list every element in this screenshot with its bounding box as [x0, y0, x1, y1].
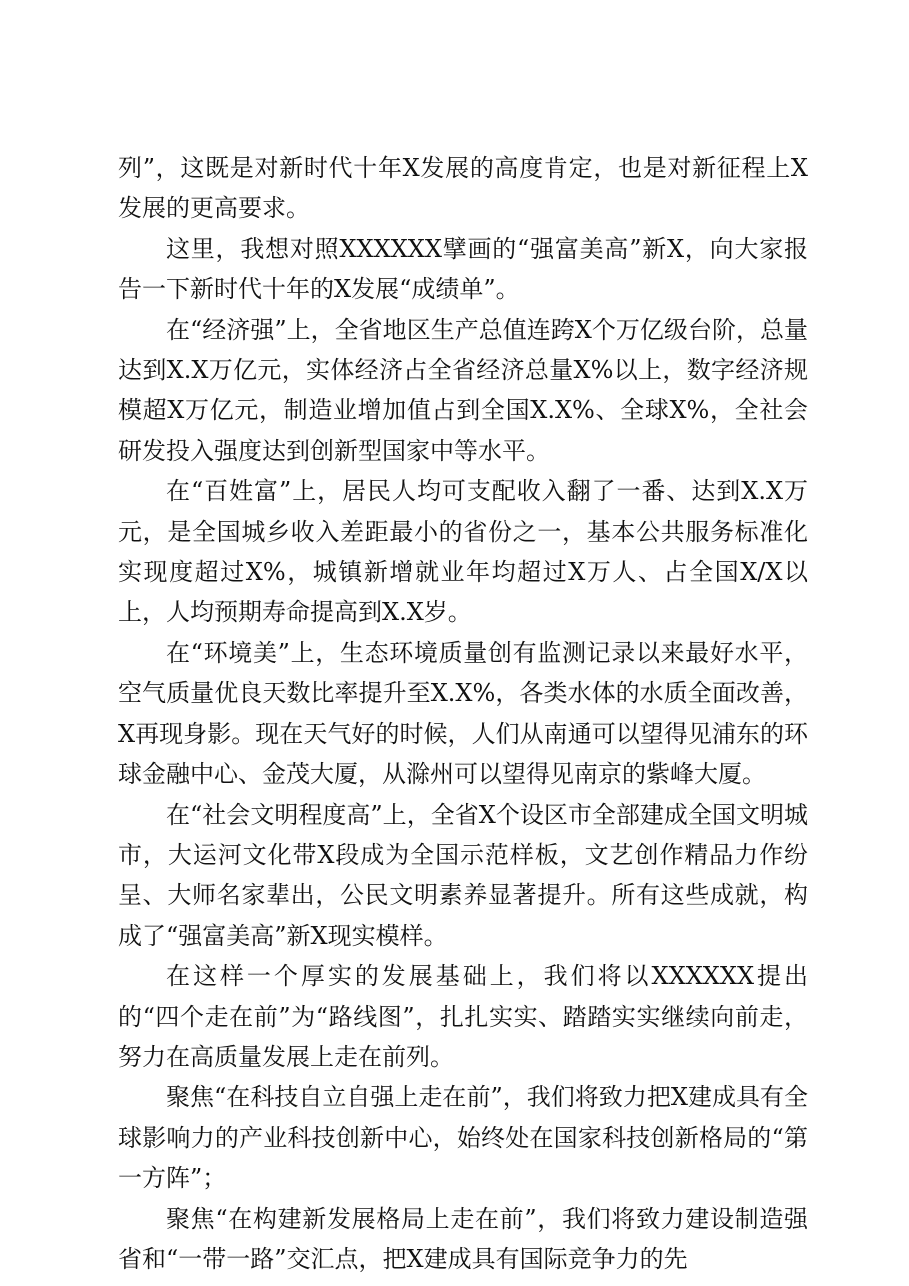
paragraph-tech-self-reliance: 聚焦“在科技自立自强上走在前”，我们将致力把X建成具有全球影响力的产业科技创新中心，始终处在国家科技创新格局的“第一方阵”； [118, 1083, 808, 1193]
paragraph-new-development-pattern: 聚焦“在构建新发展格局上走在前”，我们将致力建设制造强省和“一带一路”交汇点，把X建成具有国际竞争力的先 [118, 1204, 808, 1273]
paragraph-environment-beautiful: 在“环境美”上，生态环境质量创有监测记录以来最好水平，空气质量优良天数比率提升至X.X%，各类水体的水质全面改善，X再现身影。现在天气好的时候，人们从南通可以望得见浦东的环球金融中心、金茂大厦，从滁州可以望得见南京的紫峰大厦。 [118, 638, 808, 789]
paragraph-continuation: 列”，这既是对新时代十年X发展的高度肯定，也是对新征程上X发展的更高要求。 [118, 154, 808, 223]
body-text [118, 148, 808, 1279]
paragraph-civilization-high: 在“社会文明程度高”上，全省X个设区市全部建成全国文明城市，大运河文化带X段成为全国示范样板，文艺创作精品力作纷呈、大师名家辈出，公民文明素养显著提升。所有这些成就，构成了“强富美高”新X现实模样。 [118, 800, 808, 950]
paragraph-report-intro: 这里，我想对照XXXXXX擘画的“强富美高”新X，向大家报告一下新时代十年的X发展“成绩单”。 [118, 234, 808, 304]
paragraph-development-basis: 在这样一个厚实的发展基础上，我们将以XXXXXX提出的“四个走在前”为“路线图”，扎扎实实、踏踏实实继续向前走，努力在高质量发展上走在前列。 [118, 962, 808, 1071]
paragraph-economy-strong: 在“经济强”上，全省地区生产总值连跨X个万亿级台阶，总量达到X.X万亿元，实体经济占全省经济总量X%以上，数字经济规模超X万亿元，制造业增加值占到全国X.X%、全球X%，全社会研发投入强度达到创新型国家中等水平。 [118, 315, 808, 465]
paragraph-people-rich: 在“百姓富”上，居民人均可支配收入翻了一番、达到X.X万元，是全国城乡收入差距最小的省份之一，基本公共服务标准化实现度超过X%，城镇新增就业年均超过X万人、占全国X/X以上，人均预期寿命提高到X.X岁。 [118, 477, 808, 627]
